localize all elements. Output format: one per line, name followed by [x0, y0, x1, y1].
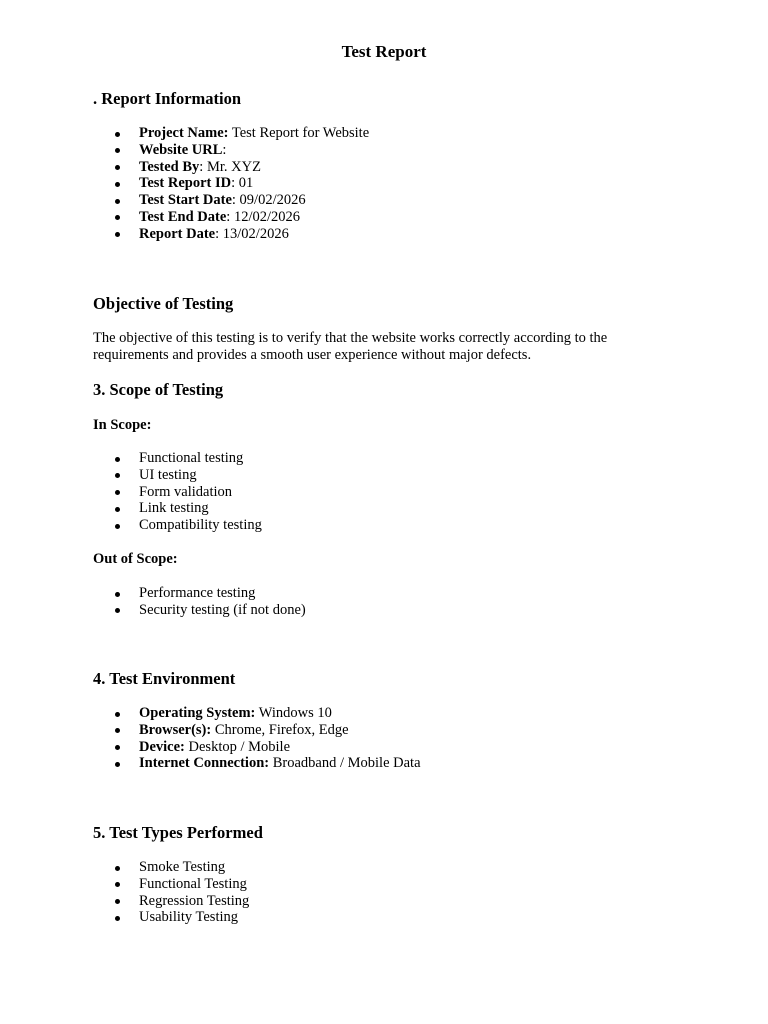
out-of-scope-label: Out of Scope:: [93, 551, 178, 567]
bullet-icon: [115, 728, 120, 733]
in-scope-list: [0, 450, 262, 534]
item-value: : 12/02/2026: [226, 208, 301, 225]
list-item: [0, 226, 369, 243]
item-value: Windows 10: [255, 705, 332, 721]
item-label: Test End Date: [139, 208, 227, 225]
item-text: Link testing: [139, 500, 209, 517]
bullet-icon: [115, 524, 120, 529]
list-item: [0, 602, 306, 619]
list-item: [0, 722, 421, 739]
item-label: Project Name:: [139, 125, 229, 141]
list-item: [0, 739, 421, 756]
bullet-icon: [115, 165, 120, 170]
out-of-scope-list: [0, 585, 306, 619]
bullet-icon: [115, 490, 120, 495]
list-item: [0, 450, 262, 467]
report-information-heading: . Report Information: [93, 89, 242, 108]
item-text: Form validation: [139, 483, 233, 500]
bullet-icon: [115, 712, 120, 717]
scope-heading: 3. Scope of Testing: [93, 380, 224, 399]
list-item: [0, 755, 421, 772]
bullet-icon: [115, 457, 120, 462]
item-text: Compatibility testing: [139, 517, 262, 534]
report-information-list: [0, 125, 369, 243]
objective-paragraph: The objective of this testing is to verify that the website works correctly according to the requirements and provides a smooth user experience without major defects.: [93, 330, 608, 363]
item-text: UI testing: [139, 466, 197, 483]
list-item: [0, 192, 369, 209]
item-label: Browser(s):: [139, 721, 212, 738]
item-text: Functional Testing: [139, 875, 247, 892]
item-text: Usability Testing: [139, 909, 239, 926]
item-value: Test Report for Website: [228, 125, 370, 141]
list-item: [0, 159, 369, 176]
item-label: Tested By: [139, 158, 200, 175]
in-scope-label: In Scope:: [93, 417, 152, 433]
bullet-icon: [115, 182, 120, 187]
item-label: Device:: [139, 738, 185, 755]
bullet-icon: [115, 473, 120, 478]
item-text: Functional testing: [139, 450, 244, 466]
item-value: :: [222, 141, 227, 158]
objective-heading: Objective of Testing: [93, 294, 234, 313]
item-label: Test Start Date: [139, 192, 232, 209]
item-text: Security testing (if not done): [139, 601, 306, 618]
bullet-icon: [115, 215, 120, 220]
item-value: Broadband / Mobile Data: [269, 755, 421, 772]
bullet-icon: [115, 132, 120, 137]
bullet-icon: [115, 745, 120, 750]
list-item: [0, 209, 369, 226]
item-label: Test Report ID: [139, 175, 232, 192]
list-item: [0, 705, 421, 722]
test-types-heading: 5. Test Types Performed: [93, 823, 263, 842]
item-label: Report Date: [139, 225, 216, 242]
bullet-icon: [115, 762, 120, 767]
item-value: Desktop / Mobile: [184, 738, 291, 755]
list-item: [0, 125, 369, 142]
item-label: Website URL: [139, 141, 223, 158]
list-item: [0, 484, 262, 501]
list-item: [0, 909, 249, 926]
list-item: [0, 893, 249, 910]
item-value: : 01: [231, 175, 254, 192]
list-item: [0, 859, 249, 876]
list-item: [0, 467, 262, 484]
item-text: Performance testing: [139, 585, 256, 601]
bullet-icon: [115, 148, 120, 153]
environment-heading: 4. Test Environment: [93, 669, 236, 688]
item-text: Regression Testing: [139, 892, 250, 909]
bullet-icon: [115, 866, 120, 871]
bullet-icon: [115, 232, 120, 237]
item-value: : Mr. XYZ: [199, 158, 261, 175]
list-item: [0, 142, 369, 159]
list-item: [0, 175, 369, 192]
environment-list: [0, 705, 421, 772]
bullet-icon: [115, 608, 120, 613]
test-types-list: [0, 859, 249, 926]
list-item: [0, 585, 306, 602]
bullet-icon: [115, 899, 120, 904]
list-item: [0, 876, 249, 893]
item-value: : 13/02/2026: [215, 225, 289, 242]
bullet-icon: [115, 199, 120, 204]
item-label: Operating System:: [139, 705, 256, 721]
list-item: [0, 517, 262, 534]
bullet-icon: [115, 507, 120, 512]
item-value: Chrome, Firefox, Edge: [211, 721, 349, 738]
item-label: Internet Connection:: [139, 755, 270, 772]
list-item: [0, 500, 262, 517]
item-value: : 09/02/2026: [231, 192, 306, 209]
item-text: Smoke Testing: [139, 859, 226, 875]
bullet-icon: [115, 592, 120, 597]
document-title: Test Report: [341, 42, 427, 61]
bullet-icon: [115, 916, 120, 921]
bullet-icon: [115, 882, 120, 887]
